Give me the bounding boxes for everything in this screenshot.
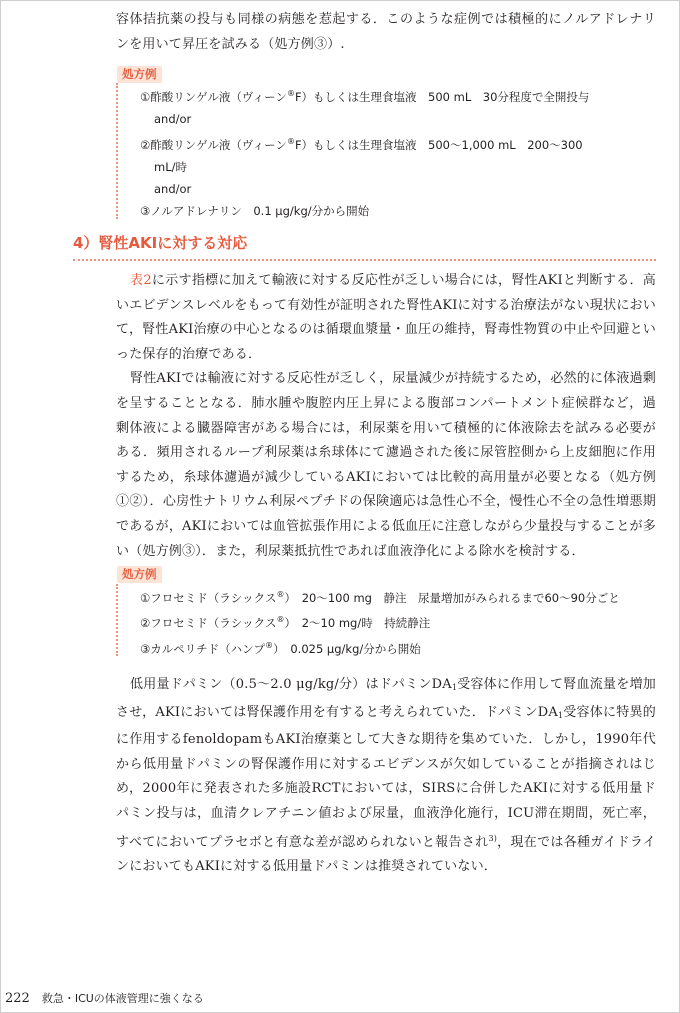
body-paragraph-2: 腎性AKIでは輸液に対する反応性が乏しく，尿量減少が持続するため，必然的に体液過剰を呈することとなる．肺水腫や腹腔内圧上昇による腹部コンパートメント症候群など，過剰体液による臓器障害がある場合には，利尿薬を用いて積極的に体液除去を試みる必要がある．頻用されるループ利尿薬は糸球体にて濾過された後に尿管腔側から上皮細胞に作用するため，糸球体濾過が減少しているAKIにおいては比較的高用量が必要となる（処方例①②）．心房性ナトリウム利尿ペプチドの保険適応は急性心不全，慢性心不全の急性増悪期であるが，AKIにおいては血管拡張作用による低血圧に注意しながら少量投与することが多い（処方例③）．また，利尿薬抵抗性であれば血液浄化による除水を検討する． [116, 371, 656, 559]
prescription-item: ①酢酸リンゲル液（ヴィーン®F）もしくは生理食塩液 500 mL 30分程度で全開投与 [140, 89, 590, 104]
intro-line-1: 容体拮抗薬の投与も同様の病態を惹起する．このような症例では積極的にノルアドレナリ [116, 12, 656, 27]
prescription-connector: and/or [154, 112, 192, 127]
prescription-label-2: 処方例 [117, 566, 162, 583]
running-title: 救急・ICUの体液管理に強くなる [41, 992, 204, 1005]
prescription-item-continuation: mL/時 [154, 159, 187, 174]
section-body [116, 269, 656, 564]
prescription-item: ③ノルアドレナリン 0.1 μg/kg/分から開始 [140, 204, 370, 219]
intro-line-2: ンを用いて昇圧を試みる（処方例③）. [116, 36, 345, 52]
prescription-box-1 [116, 83, 658, 219]
citation-mark: 3) [488, 833, 498, 843]
prescription-label-1: 処方例 [117, 66, 162, 83]
section-heading: 4）腎性AKIに対する対応 [73, 233, 656, 261]
body-paragraph-1: 表2に示す指標に加えて輸液に対する反応性が乏しい場合には，腎性AKIと判断する．高いエビデンスレベルをもって有効性が証明された腎性AKIに対する治療法がない現状において，腎性AKI治療の中心となるのは循環血漿量・血圧の維持，腎毒性物質の中止や回避といった保存的治療である． [116, 273, 657, 362]
prescription-item: ②フロセミド（ラシックス®） 2～10 mg/時 持続静注 [140, 615, 431, 631]
prescription-item: ③カルペリチド（ハンプ®） 0.025 μg/kg/分から開始 [140, 640, 421, 656]
prescription-box-2 [116, 584, 658, 656]
intro-paragraph [116, 8, 656, 57]
page-number: 222 [5, 991, 30, 1006]
prescription-item: ①フロセミド（ラシックス®） 20～100 mg 静注 尿量増加がみられるまで60～90分ごと [140, 590, 620, 605]
page-footer [5, 990, 204, 1006]
table-reference: 表2 [130, 273, 152, 288]
dopamine-paragraph: 低用量ドパミン（0.5～2.0 μg/kg/分）はドパミン$DA_1$受容体に作用して腎血流量を増加させ，AKIにおいては腎保護作用を有すると考えられていた．ドパミン$DA_1$受容体に特異的に作用するfenoldopamもAKI治療薬として大きな期待を集めていた．しかし，1990年代から低用量ドパミンの腎保護作用に対するエビデンスが欠如していることが指摘されはじめ，2000年に発表された多施設RCTにおいては，SIRSに合併したAKIに対する低用量ドパミン投与は，血清クレアチニン値および尿量，血液浄化施行，ICU滞在期間，死亡率，すべてにおいてプラセボと有意な差が認められないと報告され$^{3)}$，現在では各種ガイドラインにおいてもAKIに対する低用量ドパミンは推奨されていない． [116, 677, 657, 875]
prescription-connector: and/or [154, 182, 192, 197]
prescription-item: ②酢酸リンゲル液（ヴィーン®F）もしくは生理食塩液 500～1,000 mL 200～300 [140, 136, 583, 152]
